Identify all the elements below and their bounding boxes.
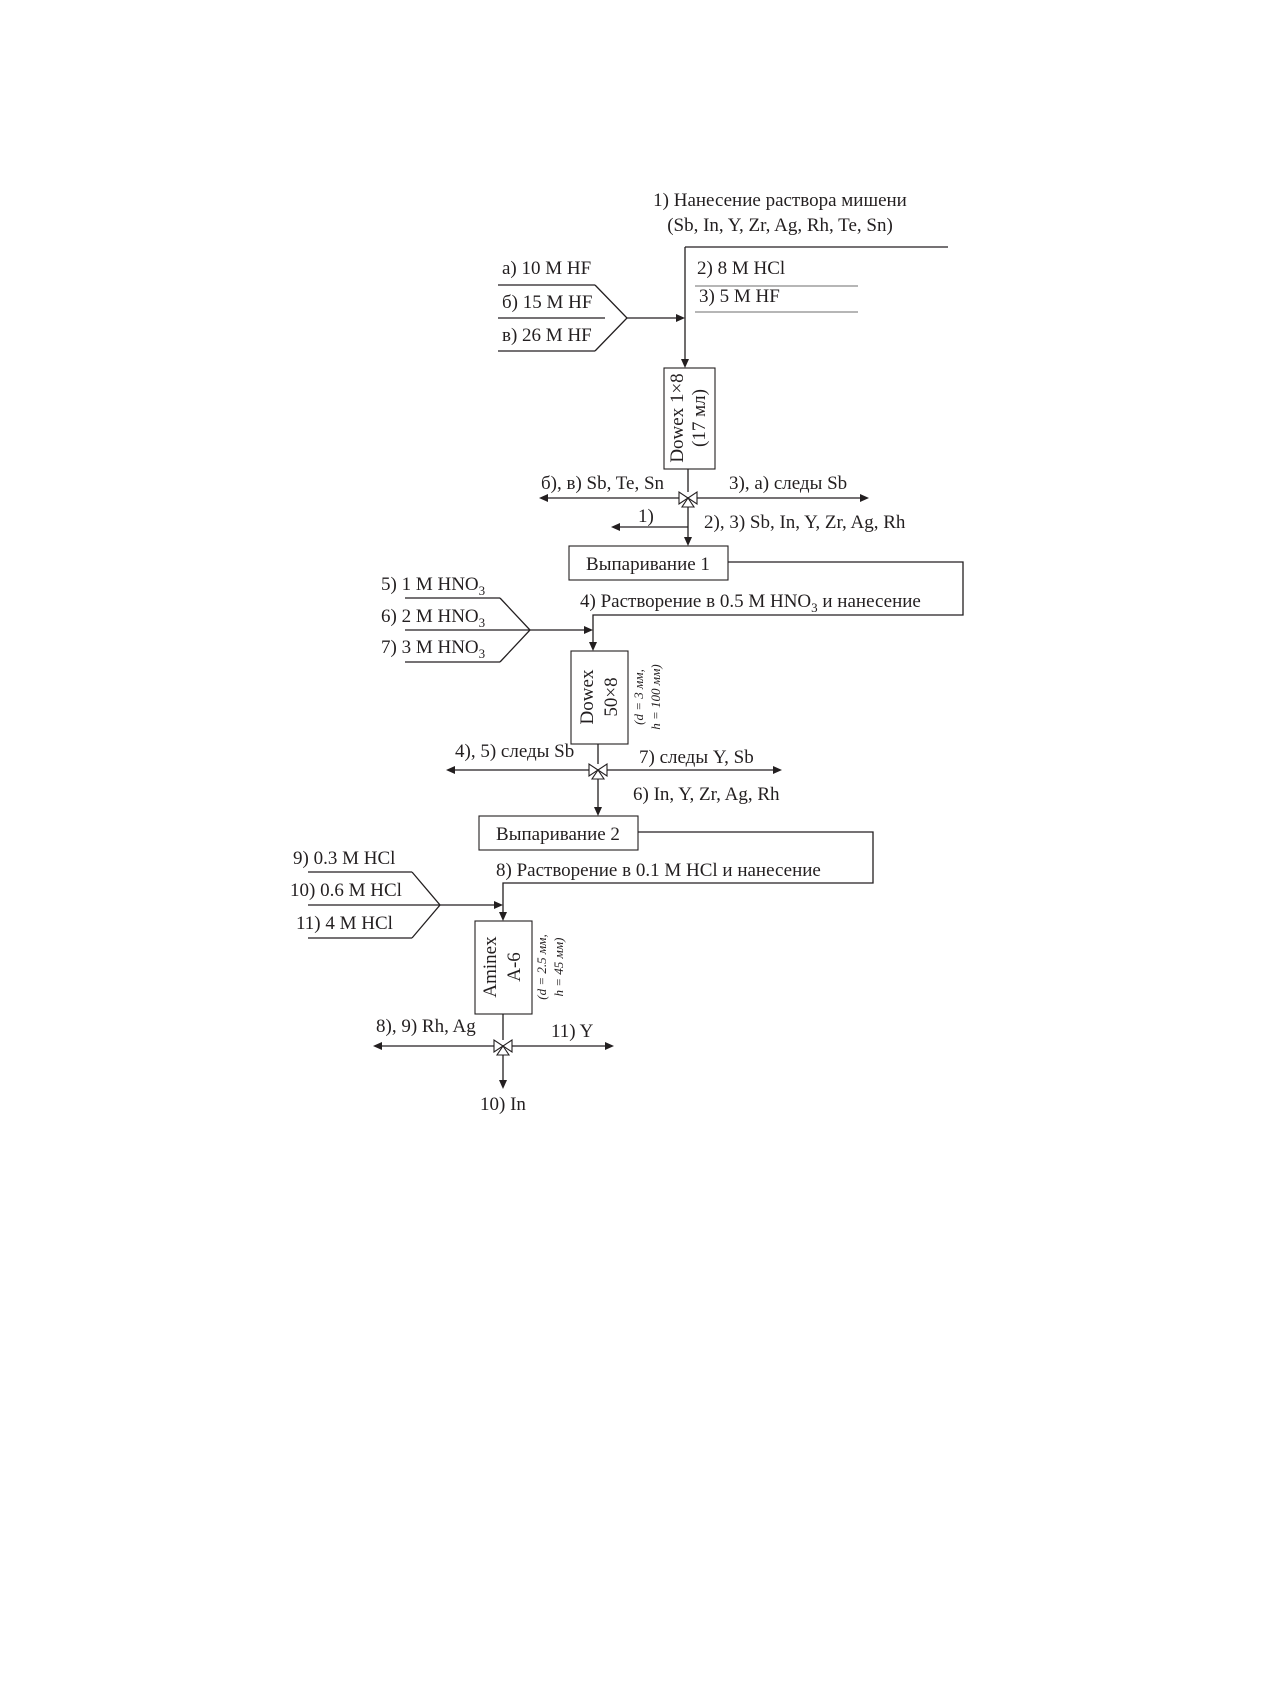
col2-out-left-label: 4), 5) следы Sb	[455, 741, 575, 762]
evap1-label: Выпаривание 1	[586, 554, 710, 575]
col1-out-left-arrowhead	[539, 494, 548, 502]
step1-title: 1) Нанесение раствора мишени	[653, 190, 907, 211]
col2-column-name: Dowex	[577, 669, 598, 725]
col1-out-right-arrowhead	[860, 494, 869, 502]
col1-out-down-arrowhead	[684, 537, 692, 546]
col3-eluent-9: 9) 0.3 M HCl	[293, 848, 396, 869]
col1-out-down-label: 2), 3) Sb, In, Y, Zr, Ag, Rh	[704, 512, 906, 533]
col1-eluent-b: б) 15 M HF	[502, 292, 593, 313]
col1-out-right-label: 3), а) следы Sb	[729, 473, 848, 494]
col3-out-right-label: 11) Y	[551, 1021, 594, 1042]
col2-eluent-7: 7) 3 M $HNO_3$	[381, 637, 486, 661]
col1-eluent-c: в) 26 M HF	[502, 325, 592, 346]
step1-elements: (Sb, In, Y, Zr, Ag, Rh, Te, Sn)	[667, 215, 893, 236]
col3-dim-h: h = 45 мм)	[551, 937, 566, 997]
col2-feed-arrowhead	[589, 642, 597, 651]
col2-dim-h: h = 100 мм)	[648, 664, 663, 730]
col3-out-left-label: 8), 9) Rh, Ag	[376, 1016, 476, 1037]
col3-out-right-arrowhead	[605, 1042, 614, 1050]
col2-eluent-arrowhead	[584, 626, 593, 634]
evap1-dissolve-label: 4) Растворение в 0.5 M $HNO_3$ и нанесение	[580, 591, 921, 615]
col2-out-left-arrowhead	[446, 766, 455, 774]
col3-column-grade: A-6	[504, 952, 525, 982]
col1-out-left-label: б), в) Sb, Te, Sn	[541, 473, 665, 494]
col2-eluent-6: 6) 2 M $HNO_3$	[381, 606, 486, 630]
col1-out-step1-label: 1)	[638, 506, 654, 527]
col2-out-down-label: 6) In, Y, Zr, Ag, Rh	[633, 784, 780, 805]
col3-eluent-arrowhead	[494, 901, 503, 909]
col3-eluent-10: 10) 0.6 M HCl	[290, 880, 402, 901]
col1-column-volume: (17 мл)	[689, 389, 710, 447]
col3-column-name: Aminex	[480, 936, 501, 998]
col2-out-right-arrowhead	[773, 766, 782, 774]
col2-column-grade: 50×8	[601, 677, 622, 717]
col2-out-right-label: 7) следы Y, Sb	[639, 747, 754, 768]
col1-eluent-a: а) 10 M HF	[502, 258, 592, 279]
col2-dim-d: (d = 3 мм,	[631, 669, 646, 725]
col1-eluent-3: 3) 5 M HF	[699, 286, 780, 307]
col3-feed-arrowhead	[499, 912, 507, 921]
col1-eluent-2: 2) 8 M HCl	[697, 258, 786, 279]
evap2-label: Выпаривание 2	[496, 824, 620, 845]
col1-eluent-arrowhead	[676, 314, 685, 322]
col3-out-down-label: 10) In	[480, 1094, 526, 1115]
col1-feed-arrowhead	[681, 359, 689, 368]
col1-column-name: Dowex 1×8	[667, 373, 688, 463]
col3-out-left-arrowhead	[373, 1042, 382, 1050]
col3-dim-d: (d = 2.5 мм,	[534, 934, 549, 1000]
evap2-dissolve-label: 8) Растворение в 0.1 M HCl и нанесение	[496, 860, 821, 881]
col2-eluent-5: 5) 1 M $HNO_3$	[381, 574, 486, 598]
col2-out-down-arrowhead	[594, 807, 602, 816]
col3-out-down-arrowhead	[499, 1080, 507, 1089]
col3-eluent-11: 11) 4 M HCl	[296, 913, 393, 934]
col1-out-step1-arrowhead	[611, 523, 620, 531]
